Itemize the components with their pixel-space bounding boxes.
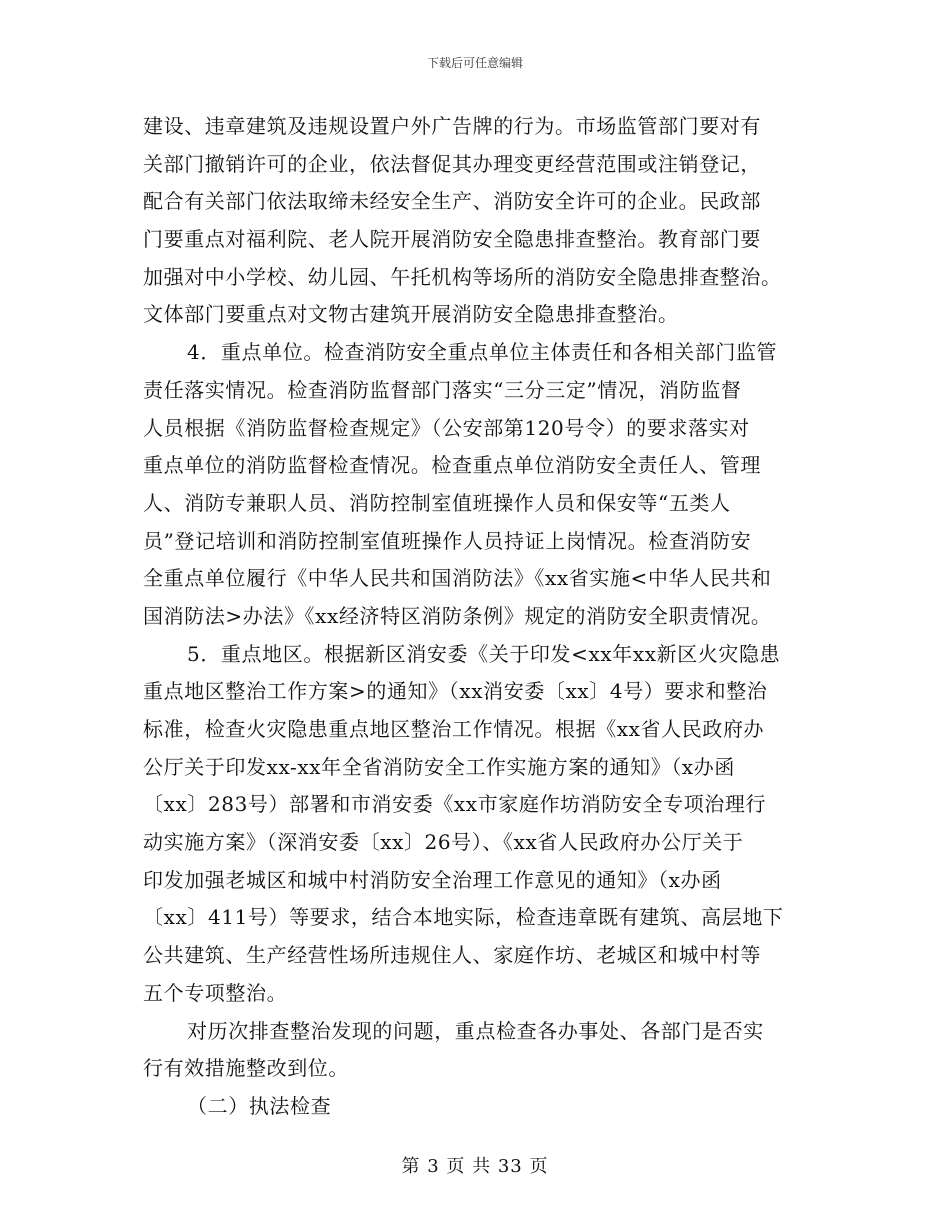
body-line: 员”登记培训和消防控制室值班操作人员持证上岗情况。检查消防安: [143, 528, 752, 553]
body-line: 重点单位的消防监督检查情况。检查重点单位消防安全责任人、管理: [143, 453, 761, 478]
body-line: 行有效措施整改到位。: [143, 1056, 349, 1081]
body-line: 动实施方案》（深消安委〔xx〕26号）、《xx省人民政府办公厅关于: [143, 830, 744, 855]
body-line: 公厅关于印发xx-xx年全省消防安全工作实施方案的通知》（x办函: [143, 754, 736, 779]
body-line: 国消防法>办法》《xx经济特区消防条例》规定的消防安全职责情况。: [143, 603, 772, 628]
body-line: 门要重点对福利院、老人院开展消防安全隐患排查整治。教育部门要: [143, 227, 761, 252]
body-line: 文体部门要重点对文物古建筑开展消防安全隐患排查整治。: [143, 302, 679, 327]
paragraph-start: 对历次排查整治发现的问题，重点检查各办事处、各部门是否实: [187, 1018, 764, 1043]
body-line: 关部门撤销许可的企业，依法督促其办理变更经营范围或注销登记，: [143, 151, 761, 176]
paragraph-5-start: 5．重点地区。根据新区消安委《关于印发<xx年xx新区火灾隐患: [187, 641, 781, 666]
body-line: 〔xx〕283号）部署和市消安委《xx市家庭作坊消防安全专项治理行: [143, 792, 767, 817]
body-line: 〔xx〕411号）等要求，结合本地实际，检查违章既有建筑、高层地下: [143, 905, 784, 930]
body-line: 人、消防专兼职人员、消防控制室值班操作人员和保安等“五类人: [143, 490, 731, 515]
body-line: 全重点单位履行《中华人民共和国消防法》《xx省实施<中华人民共和: [143, 566, 772, 591]
paragraph-4-start: 4．重点单位。检查消防安全重点单位主体责任和各相关部门监管: [187, 340, 778, 365]
body-line: 建设、违章建筑及违规设置户外广告牌的行为。市场监管部门要对有: [143, 114, 761, 138]
body-line: 标准，检查火灾隐患重点地区整治工作情况。根据《xx省人民政府办: [143, 717, 765, 741]
body-line: 配合有关部门依法取缔未经安全生产、消防安全许可的企业。民政部: [143, 189, 761, 214]
section-heading: （二）执法检查: [187, 1093, 332, 1118]
body-line: 人员根据《消防监督检查规定》（公安部第120号令）的要求落实对: [143, 415, 750, 440]
page-header-note: 下载后可任意编辑: [426, 56, 523, 70]
body-line: 加强对中小学校、幼儿园、午托机构等场所的消防安全隐患排查整治。: [143, 264, 782, 289]
body-line: 责任落实情况。检查消防监督部门落实“三分三定”情况，消防监督: [143, 377, 742, 402]
body-line: 五个专项整治。: [143, 980, 288, 1005]
body-line: 公共建筑、生产经营性场所违规住人、家庭作坊、老城区和城中村等: [143, 943, 761, 968]
body-line: 重点地区整治工作方案>的通知》（xx消安委〔xx〕4号）要求和整治: [143, 679, 768, 704]
document-body: [143, 108, 807, 1126]
body-line: 印发加强老城区和城中村消防安全治理工作意见的通知》（x办函: [143, 867, 722, 892]
page-number-footer: 第 3 页 共 33 页: [401, 1156, 549, 1177]
